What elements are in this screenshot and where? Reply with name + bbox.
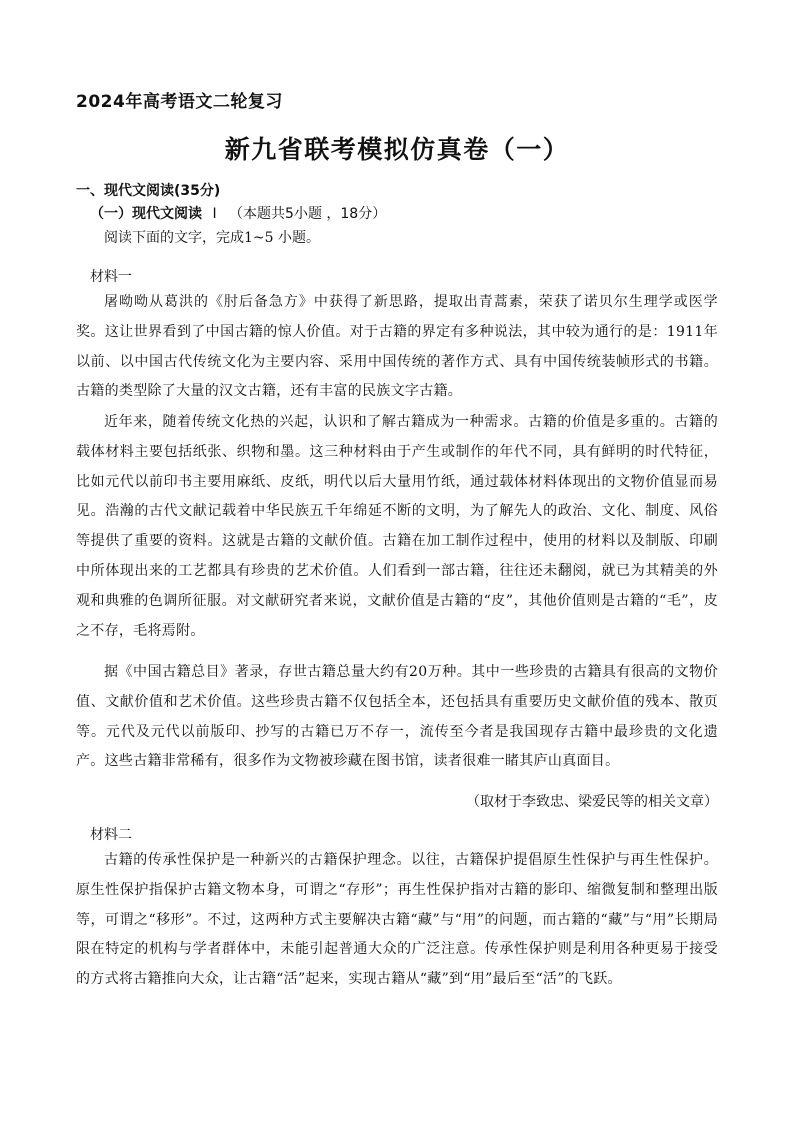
subsection-roman-numeral: Ⅰ bbox=[212, 206, 217, 222]
material-two-label: 材料二 bbox=[90, 827, 132, 843]
reading-instruction: 阅读下面的文字，完成1~5 小题。 bbox=[104, 230, 320, 246]
section-heading: 一、现代文阅读(35分) bbox=[76, 183, 221, 199]
material-two-paragraph-1: 古籍的传承性保护是一种新兴的古籍保护理念。以往，古籍保护提倡原生性保护与再生性保护。原生性保护指保护古籍文物本身，可谓之“存形”；再生性保护指对古籍的影印、缩微复制和整理出版等，可谓之“移形”。不过，这两种方式主要解决古籍“藏”与“用”的问题，而古籍的“藏”与“用”长期局限在特定的机构与学者群体中，未能引起普通大众的广泛注意。传承性保护则是利用各种更易于接受的方式将古籍推向大众，让古籍“活”起来，实现古籍从“藏”到“用”最后至“活”的飞跃。 bbox=[76, 852, 718, 988]
material-one-source: （取材于李致忠、梁爱民等的相关文章） bbox=[466, 794, 718, 810]
subsection-label: （一）现代文阅读 bbox=[90, 206, 202, 222]
material-one-label: 材料一 bbox=[90, 269, 132, 285]
exam-series-label: 2024年高考语文二轮复习 bbox=[76, 92, 283, 112]
material-one-paragraph-1: 屠呦呦从葛洪的《肘后备急方》中获得了新思路，提取出青蒿素，荣获了诺贝尔生理学或医学奖。这让世界看到了中国古籍的惊人价值。对于古籍的界定有多种说法，其中较为通行的是：1911年以前、以中国古代传统文化为主要内容、采用中国传统的著作方式、具有中国传统装帧形式的书籍。古籍的类型除了大量的汉文古籍，还有丰富的民族文字古籍。 bbox=[76, 294, 718, 400]
material-one-paragraph-2: 近年来，随着传统文化热的兴起，认识和了解古籍成为一种需求。古籍的价值是多重的。古籍的载体材料主要包括纸张、织物和墨。这三种材料由于产生或制作的年代不同，具有鲜明的时代特征，比如元代以前印书主要用麻纸、皮纸，明代以后大量用竹纸，通过载体材料体现出的文物价值显而易见。浩瀚的古代文献记载着中华民族五千年绵延不断的文明，为了解先人的政治、文化、制度、风俗等提供了重要的资料。这就是古籍的文献价值。古籍在加工制作过程中，使用的材料以及制版、印刷中所体现出来的工艺都具有珍贵的艺术价值。人们看到一部古籍，往往还未翻阅，就已为其精美的外观和典雅的色调所征服。对文献研究者来说，文献价值是古籍的“皮”，其他价值则是古籍的“毛”，皮之不存，毛将焉附。 bbox=[76, 414, 718, 639]
page-title: 新九省联考模拟仿真卷（一） bbox=[224, 135, 570, 164]
subsection-heading bbox=[90, 203, 386, 223]
material-one-paragraph-3: 据《中国古籍总目》著录，存世古籍总量大约有20万种。其中一些珍贵的古籍具有很高的文物价值、文献价值和艺术价值。这些珍贵古籍不仅包括全本，还包括具有重要历史文献价值的残本、散页等。元代及元代以前版印、抄写的古籍已万不存一，流传至今者是我国现存古籍中最珍贵的文化遗产。这些古籍非常稀有，很多作为文物被珍藏在图书馆，读者很难一睹其庐山真面目。 bbox=[76, 664, 718, 770]
subsection-info: （本题共5小题 ，18分） bbox=[229, 206, 387, 222]
